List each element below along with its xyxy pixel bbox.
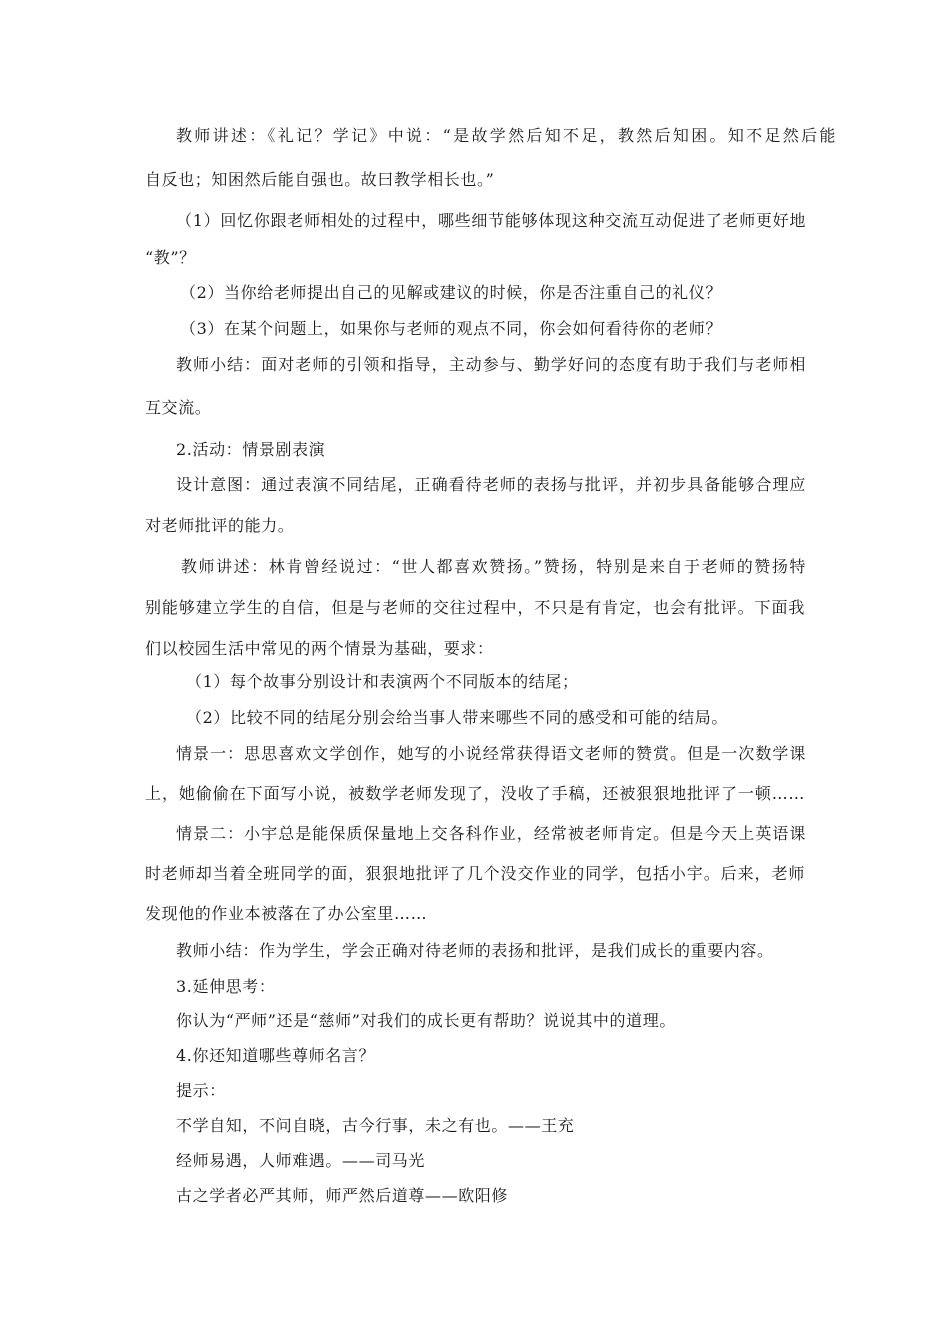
text-line: （2）比较不同的结尾分别会给当事人带来哪些不同的感受和可能的结局。 [186, 708, 728, 727]
text-line: 你认为“严师”还是“慈师”对我们的成长更有帮助？说说其中的道理。 [176, 1011, 676, 1030]
text-line: 们以校园生活中常见的两个情景为基础，要求： [145, 639, 494, 658]
text-line: （1）回忆你跟老师相处的过程中，哪些细节能够体现这种交流互动促进了老师更好地 [176, 211, 806, 230]
quote-line: 古之学者必严其师，师严然后道尊——欧阳修 [176, 1186, 509, 1205]
text-line: 发现他的作业本被落在了办公室里…… [145, 904, 428, 923]
text-line: 互交流。 [145, 398, 212, 417]
text-line: 上，她偷偷在下面写小说，被数学老师发现了，没收了手稿，还被狠狠地批评了一顿…… [145, 784, 805, 803]
text-line: 教师讲述：林肯曾经说过：“世人都喜欢赞扬。”赞扬，特别是来自于老师的赞扬特 [181, 557, 806, 576]
text-line: 提示： [176, 1081, 226, 1100]
text-line: 情景二：小宇总是能保质保量地上交各科作业，经常被老师肯定。但是今天上英语课 [176, 824, 806, 843]
section-heading: 3.延伸思考： [176, 977, 276, 996]
text-line: 别能够建立学生的自信，但是与老师的交往过程中，不只是有肯定，也会有批评。下面我 [145, 598, 805, 617]
text-line: （3）在某个问题上，如果你与老师的观点不同，你会如何看待你的老师？ [180, 319, 722, 338]
quote-line: 不学自知，不问自晓，古今行事，未之有也。——王充 [176, 1116, 575, 1135]
section-heading: 4.你还知道哪些尊师名言？ [176, 1046, 376, 1065]
text-line: 时老师却当着全班同学的面，狠狠地批评了几个没交作业的同学，包括小宇。后来，老师 [145, 864, 805, 883]
section-heading: 2.活动：情景剧表演 [176, 440, 326, 459]
quote-line: 经师易遇，人师难遇。——司马光 [176, 1151, 426, 1170]
text-line: “教”？ [145, 248, 196, 267]
text-line: 设计意图：通过表演不同结尾，正确看待老师的表扬与批评，并初步具备能够合理应 [176, 475, 806, 494]
text-line: 自反也；知困然后能自强也。故曰教学相长也。” [145, 170, 495, 189]
text-line: 情景一：思思喜欢文学创作，她写的小说经常获得语文老师的赞赏。但是一次数学课 [176, 744, 806, 763]
text-line: 教师小结：作为学生，学会正确对待老师的表扬和批评，是我们成长的重要内容。 [176, 941, 774, 960]
text-line: （2）当你给老师提出自己的见解或建议的时候，你是否注重自己的礼仪？ [180, 283, 722, 302]
text-line: 教师小结：面对老师的引领和指导，主动参与、勤学好问的态度有助于我们与老师相 [176, 355, 806, 374]
text-line: 对老师批评的能力。 [145, 516, 295, 535]
text-line: （1）每个故事分别设计和表演两个不同版本的结尾； [186, 672, 579, 691]
text-line: 教师讲述：《礼记？学记》中说：“是故学然后知不足，教然后知困。知不足然后能 [176, 126, 836, 145]
